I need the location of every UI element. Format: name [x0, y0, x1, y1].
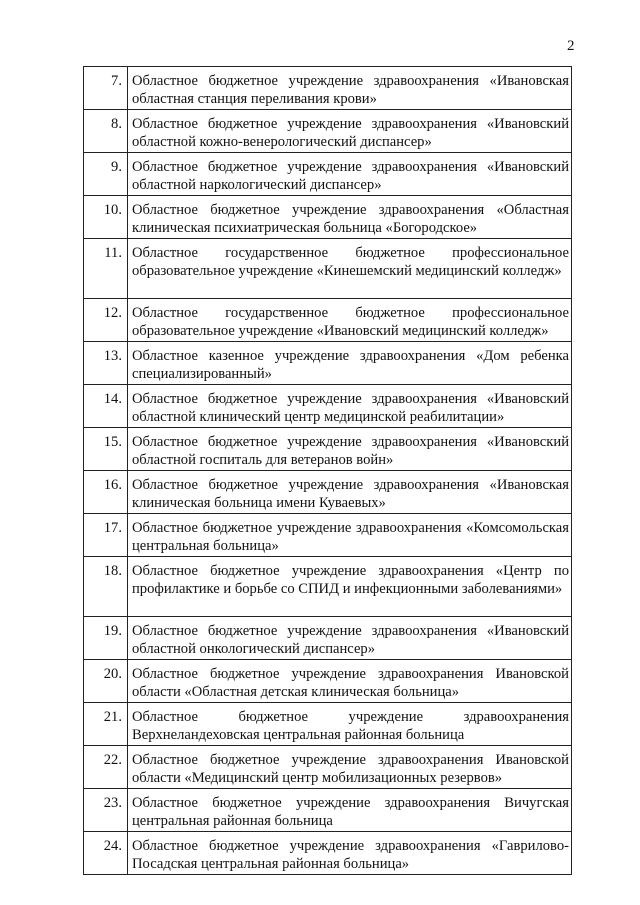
- row-text: Областное бюджетное учреждение здравоохранения «Ивановский областной клинический центр медицинской реабилитации»: [128, 385, 572, 428]
- row-number: 13.: [84, 342, 128, 385]
- row-number: 8.: [84, 110, 128, 153]
- row-number: 17.: [84, 514, 128, 557]
- row-number: 9.: [84, 153, 128, 196]
- row-number: 21.: [84, 703, 128, 746]
- table-row: [84, 617, 572, 660]
- row-text: Областное бюджетное учреждение здравоохранения «Ивановская клиническая больница имени Куваевых»: [128, 471, 572, 514]
- row-number: 24.: [84, 832, 128, 875]
- row-number: 12.: [84, 299, 128, 342]
- row-text: Областное бюджетное учреждение здравоохранения «Комсомольская центральная больница»: [128, 514, 572, 557]
- row-text: Областное бюджетное учреждение здравоохранения «Ивановская областная станция переливания крови»: [128, 67, 572, 110]
- row-text: Областное бюджетное учреждение здравоохранения «Гаврилово-Посадская центральная районная больница»: [128, 832, 572, 875]
- table-row: [84, 239, 572, 299]
- table-row: [84, 428, 572, 471]
- page-number: 2: [567, 38, 575, 54]
- table-row: [84, 557, 572, 617]
- row-text: Областное бюджетное учреждение здравоохранения «Ивановский областной наркологический диспансер»: [128, 153, 572, 196]
- table-row: [84, 385, 572, 428]
- row-text: Областное бюджетное учреждение здравоохранения «Областная клиническая психиатрическая больница «Богородское»: [128, 196, 572, 239]
- row-number: 14.: [84, 385, 128, 428]
- row-number: 16.: [84, 471, 128, 514]
- row-text: Областное казенное учреждение здравоохранения «Дом ребенка специализированный»: [128, 342, 572, 385]
- table-row: [84, 514, 572, 557]
- row-number: 7.: [84, 67, 128, 110]
- row-text: Областное бюджетное учреждение здравоохранения «Ивановский областной онкологический диспансер»: [128, 617, 572, 660]
- table-row: [84, 153, 572, 196]
- row-number: 20.: [84, 660, 128, 703]
- row-text: Областное бюджетное учреждение здравоохранения «Ивановский областной госпиталь для ветеранов войн»: [128, 428, 572, 471]
- row-text: Областное бюджетное учреждение здравоохранения Ивановской области «Областная детская клиническая больница»: [128, 660, 572, 703]
- table-row: [84, 342, 572, 385]
- table-row: [84, 832, 572, 875]
- row-number: 23.: [84, 789, 128, 832]
- row-number: 18.: [84, 557, 128, 617]
- table-row: [84, 110, 572, 153]
- row-text: Областное бюджетное учреждение здравоохранения Ивановской области «Медицинский центр мобилизационных резервов»: [128, 746, 572, 789]
- row-text: Областное бюджетное учреждение здравоохранения «Ивановский областной кожно-венерологический диспансер»: [128, 110, 572, 153]
- row-text: Областное бюджетное учреждение здравоохранения «Центр по профилактике и борьбе со СПИД и инфекционными заболеваниями»: [128, 557, 572, 617]
- row-text: Областное бюджетное учреждение здравоохранения Верхнеландеховская центральная районная больница: [128, 703, 572, 746]
- row-text: Областное бюджетное учреждение здравоохранения Вичугская центральная районная больница: [128, 789, 572, 832]
- row-number: 19.: [84, 617, 128, 660]
- row-number: 15.: [84, 428, 128, 471]
- table-row: [84, 746, 572, 789]
- row-text: Областное государственное бюджетное профессиональное образовательное учреждение «Кинешемский медицинский колледж»: [128, 239, 572, 299]
- institutions-table: [83, 66, 572, 875]
- table-row: [84, 789, 572, 832]
- table-row: [84, 471, 572, 514]
- table-row: [84, 703, 572, 746]
- table-row: [84, 67, 572, 110]
- table-row: [84, 196, 572, 239]
- row-number: 22.: [84, 746, 128, 789]
- table-row: [84, 299, 572, 342]
- table-row: [84, 660, 572, 703]
- row-text: Областное государственное бюджетное профессиональное образовательное учреждение «Ивановский медицинский колледж»: [128, 299, 572, 342]
- row-number: 10.: [84, 196, 128, 239]
- row-number: 11.: [84, 239, 128, 299]
